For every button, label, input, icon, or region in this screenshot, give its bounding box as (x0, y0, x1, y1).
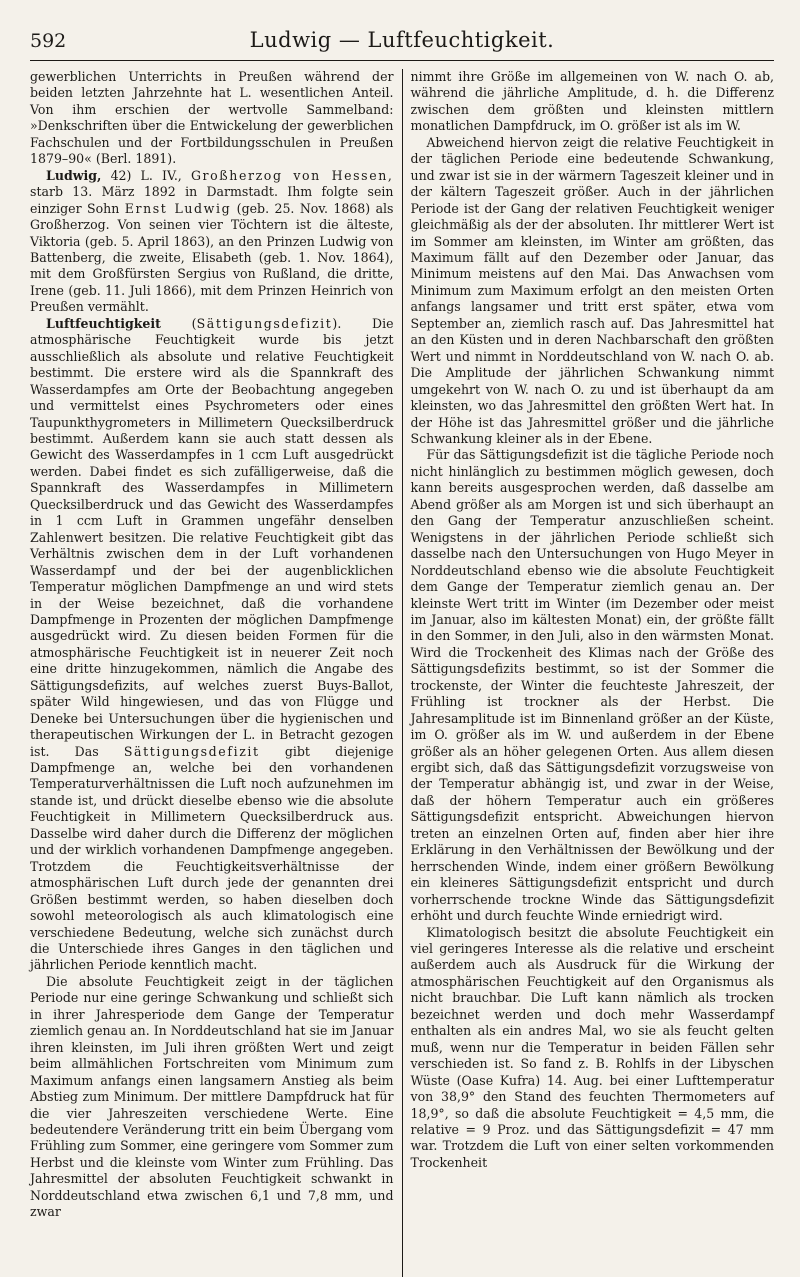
entry-headword: Ludwig, (46, 167, 102, 183)
entry-headword: Luftfeuchtigkeit (46, 315, 161, 331)
paragraph: gewerblichen Unterrichts in Preußen während der beiden letzten Jahrzehnte hat L. wesentlichen Anteil. Von ihm erschien der wertvolle Sammelband: »Denkschriften über die Entwickelung der gewerblichen Fachschulen und der Fortbildungsschulen in Preußen 1879–90« (Berl. 1891). (30, 69, 394, 167)
spaced-title: Großherzog von Hessen, (190, 167, 394, 183)
page-number: 592 (30, 30, 67, 52)
spaced-term: Sättigungsdefizit (123, 743, 260, 759)
paragraph: Abweichend hiervon zeigt die relative Feuchtigkeit in der täglichen Periode eine bedeutende Schwankung, und zwar ist sie in der wärmern Tageszeit kleiner und in der kältern Tageszeit größer. Auch in der jährlichen Periode ist der Gang der relativen Feuchtigkeit weniger gleichmäßig als der der absoluten. Ihr mittlerer Wert ist im Sommer am kleinsten, im Winter am größten, das Maximum fällt auf den Dezember oder Januar, das Minimum meistens auf den Mai. Das Anwachsen vom Minimum zum Maximum erfolgt an den meisten Orten anfangs langsamer und tritt erst später, etwa vom September an, ziemlich rasch auf. Das Jahresmittel hat an den Küsten und in deren Nachbarschaft den größten Wert und nimmt in Norddeutschland von W. nach O. ab. Die Amplitude der jährlichen Schwankung nimmt umgekehrt von W. nach O. zu und ist überhaupt da am kleinsten, wo das Jahresmittel den größten Wert hat. In der Höhe ist das Jahresmittel größer und die jährliche Schwankung kleiner als in der Ebene. (410, 134, 774, 446)
spaced-name: Ernst Ludwig (124, 200, 232, 216)
entry-ludwig: Ludwig, 42) L. IV., Großherzog von Hessen, starb 13. März 1892 in Darmstadt. Ihm folgte sein einziger Sohn Ernst Ludwig (geb. 25. Nov. 1868) als Großherzog. Von seinen vier Töchtern ist die älteste, Viktoria (geb. 5. April 1863), an den Prinzen Ludwig von Battenberg, die zweite, Elisabeth (geb. 1. Nov. 1864), mit dem Großfürsten Sergius von Rußland, die dritte, Irene (geb. 11. Juli 1866), mit dem Prinzen Heinrich von Preußen vermählt. (30, 167, 394, 315)
entry-luftfeuchtigkeit: Luftfeuchtigkeit (Sättigungsdefizit). Die atmosphärische Feuchtigkeit wurde bis jetzt ausschließlich als absolute und relative Feuchtigkeit bestimmt. Die erstere wird als die Spannkraft des Wasserdampfes am Orte der Beobachtung angegeben und vermittelst eines Psychrometers oder eines Taupunkthygrometers in Millimetern Quecksilberdruck bestimmt. Außerdem kann sie auch statt dessen als Gewicht des Wasserdampfes in 1 ccm Luft ausgedrückt werden. Dabei findet es sich zufälligerweise, daß die Spannkraft des Wasserdampfes in Millimetern Quecksilberdruck und das Gewicht des Wasserdampfes in 1 ccm Luft in Grammen ungefähr denselben Zahlenwert besitzen. Die relative Feuchtigkeit gibt das Verhältnis zwischen dem in der Luft vorhandenen Wasserdampf und der bei der augenblicklichen Temperatur möglichen Dampfmenge an und wird stets in der Weise bezeichnet, daß die vorhandene Dampfmenge in Prozenten der möglichen Dampfmenge ausgedrückt wird. Zu diesen beiden Formen für die atmosphärische Feuchtigkeit ist in neuerer Zeit noch eine dritte hinzugekommen, nämlich die Angabe des Sättigungsdefizits, auf welches zuerst Buys-Ballot, später Wild hingewiesen, und das von Flügge und Deneke bei Untersuchungen über die hygienischen und therapeutischen Wirkungen der L. in Betracht gezogen ist. Das Sättigungsdefizit gibt diejenige Dampfmenge an, welche bei den vorhandenen Temperaturverhältnissen die Luft noch aufzunehmen im stande ist, und drückt dieselbe ebenso wie die absolute Feuchtigkeit in Millimetern Quecksilberdruck aus. Dasselbe wird daher durch die Differenz der möglichen und der wirklich vorhandenen Dampfmenge angegeben. Trotzdem die Feuchtigkeitsverhältnisse der atmosphärischen Luft durch jede der genannten drei Größen bestimmt werden, so haben dieselben doch sowohl meteorologisch als auch klimatologisch eine verschiedene Bedeutung, welche sich zunächst durch die Unterschiede ihres Ganges in den täglichen und jährlichen Periode kenntlich macht. (30, 315, 394, 973)
left-column (30, 69, 394, 1277)
paragraph: Für das Sättigungsdefizit ist die tägliche Periode noch nicht hinlänglich zu bestimmen möglich gewesen, doch kann bereits ausgesprochen werden, daß dasselbe am Abend größer als am Morgen ist und sich überhaupt an den Gang der Temperatur anzuschließen scheint. Wenigstens in der jährlichen Periode schließt sich dasselbe nach den Untersuchungen von Hugo Meyer in Norddeutschland ebenso wie die absolute Feuchtigkeit dem Gange der Temperatur ziemlich genau an. Der kleinste Wert tritt im Winter (im Dezember oder meist im Januar, also im kältesten Monat) ein, der größte fällt in den Sommer, in den Juli, also in den wärmsten Monat. Wird die Trockenheit des Klimas nach der Größe des Sättigungsdefizits bestimmt, so ist der Sommer die trockenste, der Winter die feuchteste Jahreszeit, der Frühling ist trockner als der Herbst. Die Jahresamplitude ist im Binnenland größer an der Küste, im O. größer als im W. und außerdem in der Ebene größer als an höher gelegenen Orten. Aus allem diesen ergibt sich, daß das Sättigungsdefizit vorzugsweise von der Temperatur abhängig ist, und zwar in der Weise, daß der höhern Temperatur auch ein größeres Sättigungsdefizit entspricht. Abweichungen hiervon treten an einzelnen Orten auf, finden aber hier ihre Erklärung in den Verhältnissen der Bewölkung und der herrschenden Winde, indem einer größern Bewölkung ein kleineres Sättigungsdefizit entspricht und durch vorherrschende trockne Winde das Sättigungsdefizit erhöht und durch feuchte Winde erniedrigt wird. (410, 447, 774, 924)
spaced-term: Sättigungsdefizit (196, 315, 333, 331)
page-header (30, 28, 774, 61)
paragraph: nimmt ihre Größe im allgemeinen von W. nach O. ab, während die jährliche Amplitude, d. h. die Differenz zwischen dem größten und kleinsten mittlern monatlichen Dampfdruck, im O. größer ist als im W. (410, 69, 774, 134)
paragraph: Die absolute Feuchtigkeit zeigt in der täglichen Periode nur eine geringe Schwankung und schließt sich in ihrer Jahresperiode dem Gange der Temperatur ziemlich genau an. In Norddeutschland hat sie im Januar ihren kleinsten, im Juli ihren größten Wert und zeigt beim allmählichen Fortschreiten vom Minimum zum Maximum anfangs einen langsamern Anstieg als beim Abstieg zum Minimum. Der mittlere Dampfdruck hat für die vier Jahreszeiten verschiedene Werte. Eine bedeutendere Veränderung tritt ein beim Übergang vom Frühling zum Sommer, eine geringere vom Sommer zum Herbst und die kleinste vom Winter zum Frühling. Das Jahresmittel der absoluten Feuchtigkeit schwankt in Norddeutschland etwa zwischen 6,1 und 7,8 mm, und zwar (30, 973, 394, 1220)
running-head: Ludwig — Luftfeuchtigkeit. (249, 28, 555, 52)
right-column (411, 69, 775, 1277)
column-divider (402, 69, 403, 1277)
paragraph: Klimatologisch besitzt die absolute Feuchtigkeit ein viel geringeres Interesse als die relative und erscheint außerdem auch als Ausdruck für die Wirkung der atmosphärischen Feuchtigkeit auf den Organismus als nicht brauchbar. Die Luft kann nämlich als trocken bezeichnet werden und doch mehr Wasserdampf enthalten als ein andres Mal, wo sie als feucht gelten muß, wenn nur die Temperatur in beiden Fällen sehr verschieden ist. So fand z. B. Rohlfs in der Libyschen Wüste (Oase Kufra) 14. Aug. bei einer Lufttemperatur von 38,9° den Stand des feuchten Thermometers auf 18,9°, so daß die absolute Feuchtigkeit = 4,5 mm, die relative = 9 Proz. und das Sättigungsdefizit = 47 mm war. Trotzdem die Luft von einer selten vorkommenden Trockenheit (410, 924, 774, 1170)
text-columns (30, 69, 774, 1277)
